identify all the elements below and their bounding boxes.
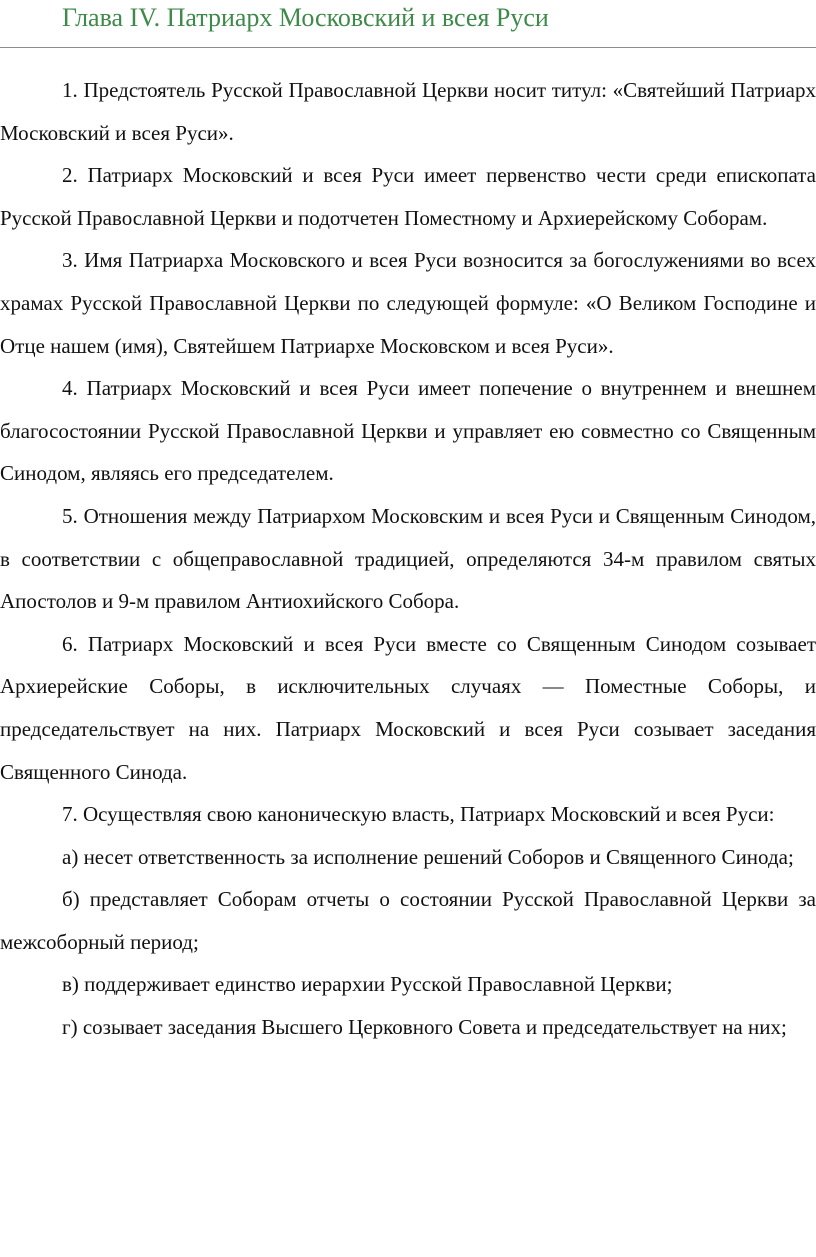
paragraph-7g: г) созывает заседания Высшего Церковного Совета и председательствует на них; — [62, 1015, 787, 1040]
paragraph-6: 6. Патриарх Московский и всея Руси вместе со Священным Синодом созывает Архиерейские Соборы, в исключительных случаях — Поместные Соборы, и председательствует на них. Патриарх Московский и всея Руси созывает заседания Священного Синода. — [0, 631, 816, 784]
paragraph-4: 4. Патриарх Московский и всея Руси имеет попечение о внутреннем и внешнем благосостоянии Русской Православной Церкви и управляет ею совместно со Священным Синодом, являясь его председателем. — [0, 376, 816, 486]
chapter-title: Глава IV. Патриарх Московский и всея Руси — [62, 3, 549, 32]
paragraph-7v: в) поддерживает единство иерархии Русской Православной Церкви; — [62, 972, 673, 997]
paragraph-3: 3. Имя Патриарха Московского и всея Руси возносится за богослужениями во всех храмах Русской Православной Церкви по следующей формуле: «О Великом Господине и Отце нашем (имя), Святейшем Патриархе Московском и всея Руси». — [0, 248, 816, 358]
document-body — [0, 69, 816, 1049]
paragraph-7: 7. Осуществляя свою каноническую власть, Патриарх Московский и всея Руси: — [62, 802, 775, 827]
title-divider — [0, 47, 816, 48]
paragraph-7a: а) несет ответственность за исполнение решений Соборов и Священного Синода; — [62, 844, 794, 869]
paragraph-7b: б) представляет Соборам отчеты о состоянии Русской Православной Церкви за межсоборный период; — [0, 887, 816, 954]
paragraph-1: 1. Предстоятель Русской Православной Церкви носит титул: «Святейший Патриарх Московский и всея Руси». — [0, 78, 816, 145]
paragraph-2: 2. Патриарх Московский и всея Руси имеет первенство чести среди епископата Русской Православной Церкви и подотчетен Поместному и Архиерейскому Соборам. — [0, 163, 816, 230]
paragraph-5: 5. Отношения между Патриархом Московским и всея Руси и Священным Синодом, в соответствии с общеправославной традицией, определяются 34-м правилом святых Апостолов и 9-м правилом Антиохийского Собора. — [0, 503, 816, 614]
